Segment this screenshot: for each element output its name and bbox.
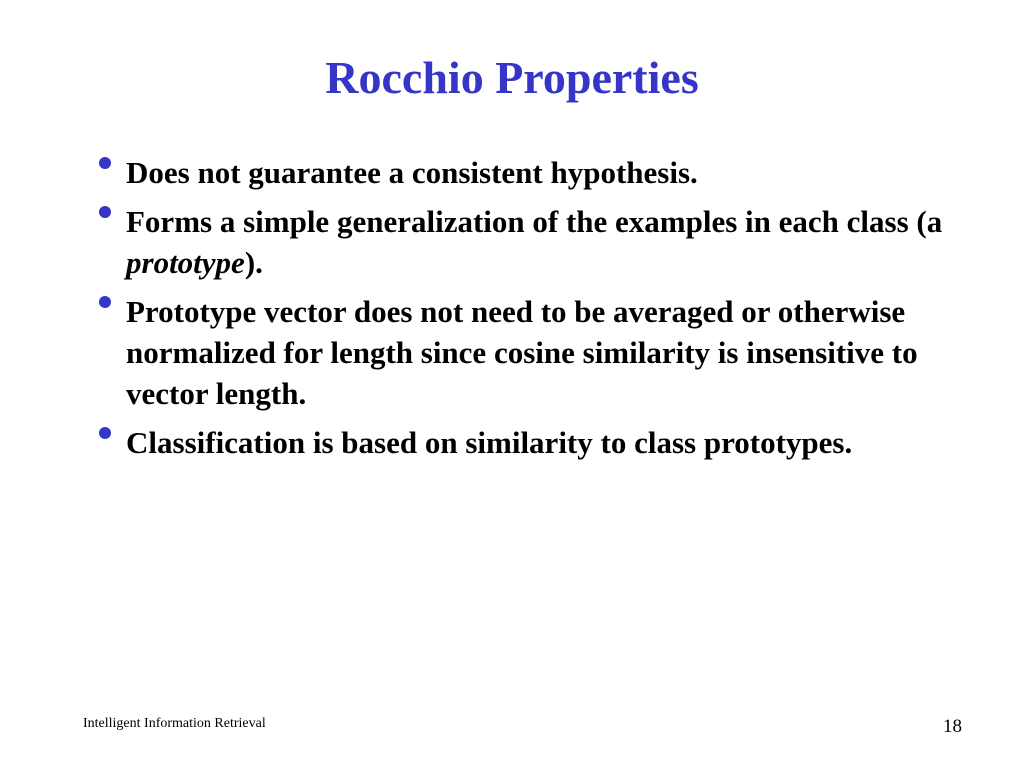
bullet-dot-icon [99, 157, 111, 169]
page-number: 18 [943, 716, 962, 737]
slide-title: Rocchio Properties [325, 52, 699, 103]
bullet-text-end: ). [244, 245, 263, 280]
footer-course-title: Intelligent Information Retrieval [83, 716, 266, 731]
bullet-dot-icon [99, 206, 111, 218]
bullet-item [96, 422, 956, 463]
bullet-text: Prototype vector does not need to be averaged or otherwise normalized for length since cosine similarity is insensitive to vector length. [126, 294, 918, 411]
bullet-emphasis: prototype [126, 245, 245, 280]
bullet-dot-icon [99, 427, 111, 439]
bullet-item [96, 291, 956, 414]
bullet-text: Classification is based on similarity to class prototypes. [126, 425, 853, 460]
bullet-text: Forms a simple generalization of the examples in each class (a [126, 204, 943, 239]
bullet-list [96, 152, 956, 471]
bullet-text: Does not guarantee a consistent hypothesis. [126, 155, 698, 190]
bullet-item [96, 152, 956, 193]
bullet-dot-icon [99, 296, 111, 308]
bullet-item [96, 201, 956, 283]
